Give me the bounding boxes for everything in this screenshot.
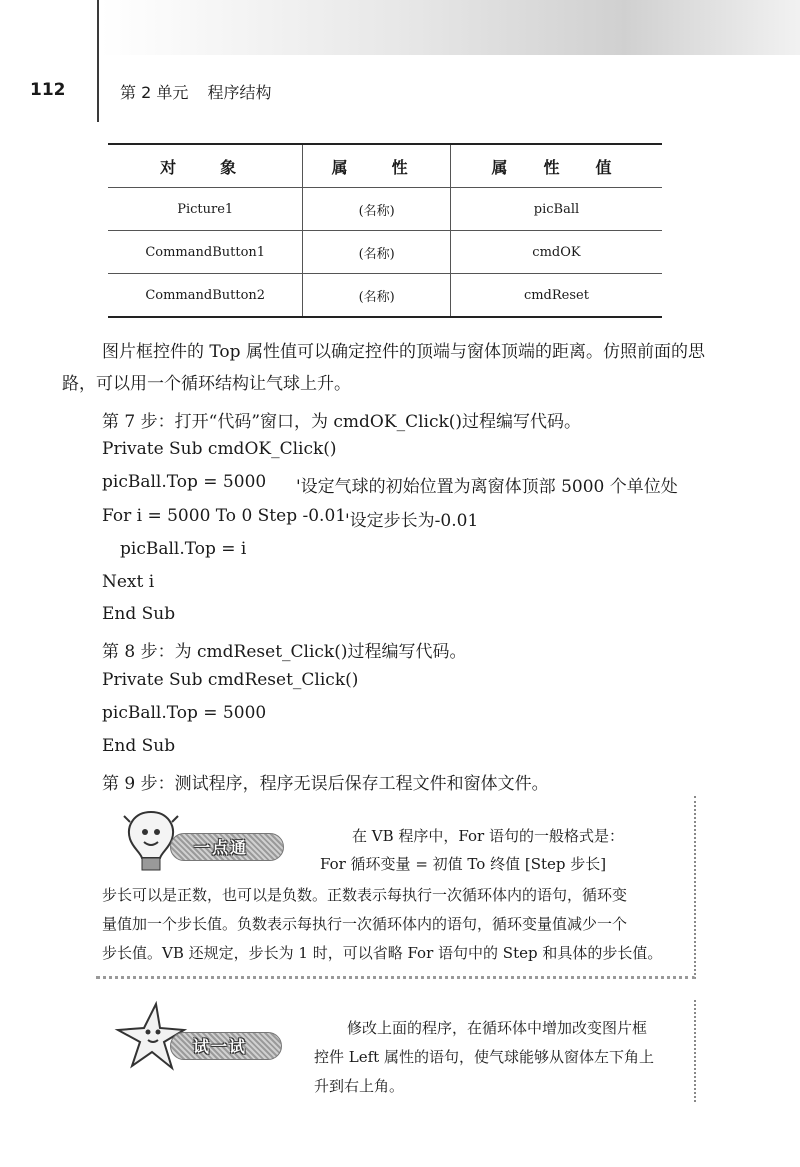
table-cell: (名称) bbox=[303, 274, 451, 318]
try-text: 升到右上角。 bbox=[314, 1077, 405, 1095]
header-divider bbox=[97, 0, 99, 122]
tip-text: 在 VB 程序中，For 语句的一般格式是： bbox=[352, 827, 624, 845]
page-number: 112 bbox=[30, 80, 66, 100]
code-line: Private Sub cmdOK_Click() bbox=[102, 439, 337, 459]
code-line: End Sub bbox=[102, 736, 176, 756]
code-line: picBall.Top = i bbox=[120, 539, 247, 559]
tip-text: 步长可以是正数，也可以是负数。正数表示每执行一次循环体内的语句，循环变 bbox=[102, 886, 628, 904]
tip-label: 一点通 bbox=[194, 838, 249, 857]
step-8: 第 8 步：为 cmdReset_Click()过程编写代码。 bbox=[102, 642, 467, 662]
table-row bbox=[108, 231, 662, 274]
table-cell: cmdReset bbox=[450, 274, 662, 318]
table-header-object: 对 象 bbox=[160, 157, 251, 177]
tip-text: 量值加一个步长值。负数表示每执行一次循环体内的语句，循环变量值减少一个 bbox=[102, 915, 628, 933]
intro-paragraph: 图片框控件的 Top 属性值可以确定控件的顶端与窗体顶端的距离。仿照前面的思路，可以用一个循环结构让气球上升。 bbox=[62, 342, 705, 394]
code-line: Private Sub cmdReset_Click() bbox=[102, 670, 359, 690]
table-cell: Picture1 bbox=[108, 188, 303, 231]
code-line: Next i bbox=[102, 572, 155, 592]
table-cell: CommandButton2 bbox=[108, 274, 303, 318]
table-row bbox=[108, 274, 662, 318]
tip-text: 步长值。VB 还规定，步长为 1 时，可以省略 For 语句中的 Step 和具体的步长值。 bbox=[102, 944, 663, 962]
table-cell: picBall bbox=[450, 188, 662, 231]
code-comment: '设定气球的初始位置为离窗体顶部 5000 个单位处 bbox=[296, 477, 678, 497]
header-decoration bbox=[100, 0, 800, 55]
table-header-property: 属 性 bbox=[303, 144, 451, 188]
try-text: 修改上面的程序，在循环体中增加改变图片框 bbox=[347, 1019, 648, 1037]
try-text: 控件 Left 属性的语句，使气球能够从窗体左下角上 bbox=[314, 1048, 654, 1066]
unit-label: 第 2 单元 bbox=[120, 83, 189, 102]
code-line: End Sub bbox=[102, 604, 176, 624]
code-line: For i = 5000 To 0 Step -0.01 bbox=[102, 506, 347, 526]
table-cell: cmdOK bbox=[450, 231, 662, 274]
code-line: picBall.Top = 5000 bbox=[102, 703, 267, 723]
property-table bbox=[108, 143, 662, 318]
step-9: 第 9 步：测试程序，程序无误后保存工程文件和窗体文件。 bbox=[102, 774, 549, 794]
step-7: 第 7 步：打开“代码”窗口，为 cmdOK_Click()过程编写代码。 bbox=[102, 412, 582, 432]
tip-text: For 循环变量 = 初值 To 终值 [Step 步长] bbox=[320, 855, 607, 873]
code-line: picBall.Top = 5000 bbox=[102, 472, 267, 492]
table-header-row bbox=[108, 144, 662, 188]
table-cell: CommandButton1 bbox=[108, 231, 303, 274]
table-header-value: 属 性 值 bbox=[450, 144, 662, 188]
table-cell: (名称) bbox=[303, 188, 451, 231]
table-row bbox=[108, 188, 662, 231]
chapter-name: 程序结构 bbox=[207, 83, 272, 102]
try-label: 试一试 bbox=[193, 1037, 248, 1056]
table-cell: (名称) bbox=[303, 231, 451, 274]
chapter-title bbox=[120, 80, 271, 103]
code-comment: '设定步长为-0.01 bbox=[345, 511, 479, 531]
